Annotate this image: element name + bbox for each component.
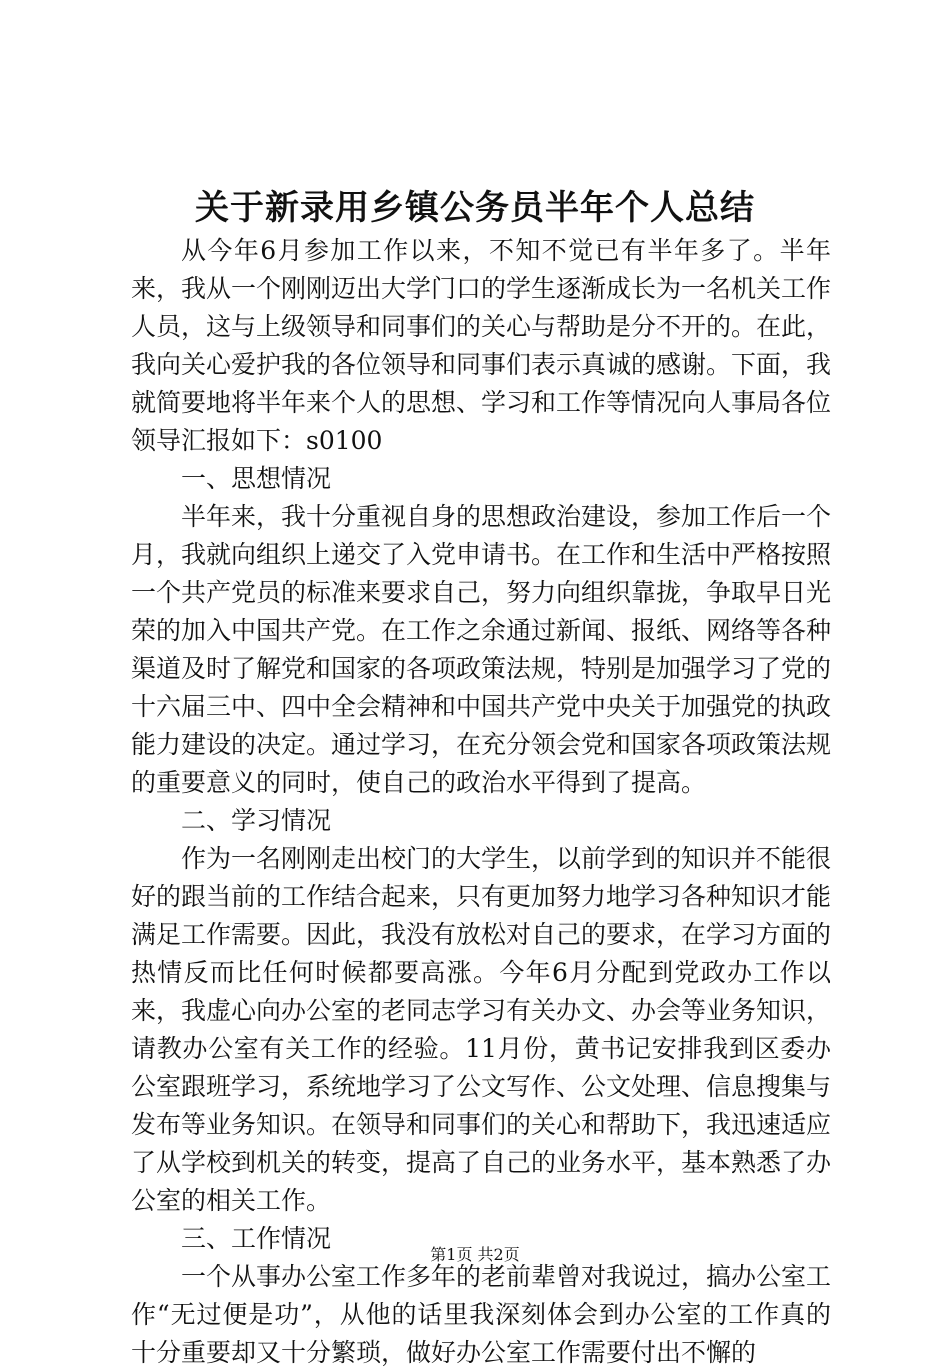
section-heading-thought: 一、思想情况 [181, 464, 332, 493]
intro-paragraph: 从今年6月参加工作以来，不知不觉已有半年多了。半年来，我从一个刚刚迈出大学门口的学生逐渐成长为一名机关工作人员，这与上级领导和同事们的关心与帮助是分不开的。在此，我向关心爱护我的各位领导和同事们表示真诚的感谢。下面，我就简要地将半年来个人的思想、学习和工作等情况向人事局各位领导汇报如下：s0100 [131, 236, 832, 455]
section-body-thought: 半年来，我十分重视自身的思想政治建设，参加工作后一个月，我就向组织上递交了入党申请书。在工作和生活中严格按照一个共产党员的标准来要求自己，努力向组织靠拢，争取早日光荣的加入中国共产党。在工作之余通过新闻、报纸、网络等各种渠道及时了解党和国家的各项政策法规，特别是加强学习了党的十六届三中、四中全会精神和中国共产党中央关于加强党的执政能力建设的决定。通过学习，在充分领会党和国家各项政策法规的重要意义的同时，使自己的政治水平得到了提高。 [131, 502, 832, 797]
section-heading-work: 三、工作情况 [181, 1224, 332, 1253]
section-body-work: 一个从事办公室工作多年的老前辈曾对我说过，搞办公室工作“无过便是功”，从他的话里我深刻体会到办公室的工作真的十分重要却又十分繁琐，做好办公室工作需要付出不懈的 [131, 1262, 832, 1367]
document-title: 关于新录用乡镇公务员半年个人总结 [195, 188, 755, 228]
section-heading-study: 二、学习情况 [181, 806, 332, 835]
section-body-study: 作为一名刚刚走出校门的大学生，以前学到的知识并不能很好的跟当前的工作结合起来，只有更加努力地学习各种知识才能满足工作需要。因此，我没有放松对自己的要求，在学习方面的热情反而比任何时候都要高涨。今年6月分配到党政办工作以来，我虚心向办公室的老同志学习有关办文、办会等业务知识，请教办公室有关工作的经验。11月份，黄书记安排我到区委办公室跟班学习，系统地学习了公文写作、公文处理、信息搜集与发布等业务知识。在领导和同事们的关心和帮助下，我迅速适应了从学校到机关的转变，提高了自己的业务水平，基本熟悉了办公室的相关工作。 [131, 844, 832, 1215]
document-body [131, 232, 831, 1372]
page-footer: 第1页 共2页 [430, 1245, 520, 1264]
